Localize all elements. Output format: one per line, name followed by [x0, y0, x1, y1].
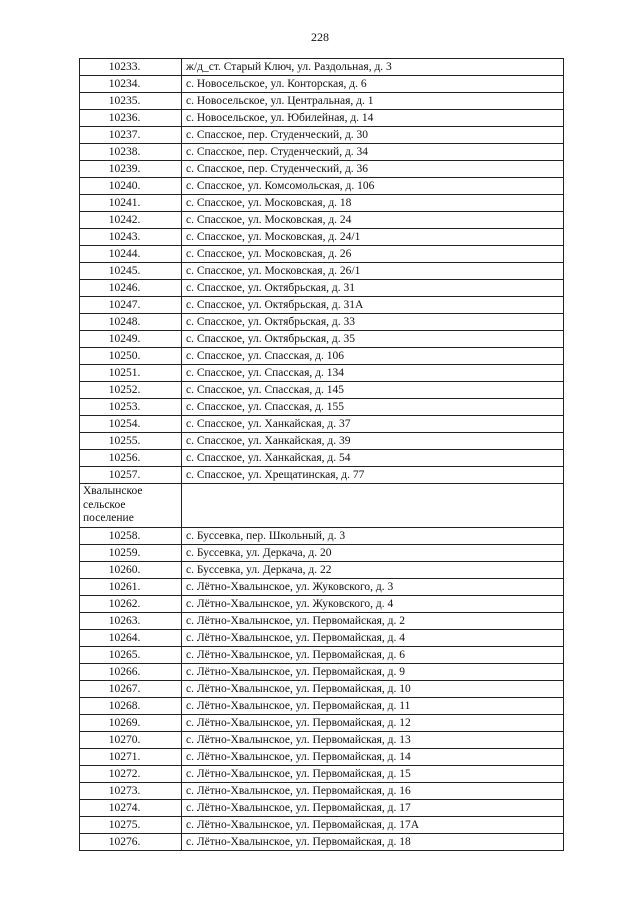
row-address: с. Спасское, ул. Спасская, д. 134: [182, 365, 564, 382]
row-address: с. Спасское, пер. Студенческий, д. 30: [182, 127, 564, 144]
row-number: 10240.: [80, 178, 182, 195]
row-number: 10264.: [80, 630, 182, 647]
table-row: [80, 613, 564, 630]
row-address: с. Спасское, ул. Октябрьская, д. 33: [182, 314, 564, 331]
table-row: [80, 766, 564, 783]
row-number: 10262.: [80, 596, 182, 613]
row-address: с. Спасское, ул. Октябрьская, д. 31: [182, 280, 564, 297]
address-table-group-2: [80, 528, 564, 851]
row-address: с. Лётно-Хвалынское, ул. Первомайская, д. 4: [182, 630, 564, 647]
row-address: с. Лётно-Хвалынское, ул. Первомайская, д. 11: [182, 698, 564, 715]
row-address: с. Лётно-Хвалынское, ул. Первомайская, д. 14: [182, 749, 564, 766]
row-address: с. Лётно-Хвалынское, ул. Первомайская, д. 13: [182, 732, 564, 749]
table-row: [80, 229, 564, 246]
row-address: ж/д_ст. Старый Ключ, ул. Раздольная, д. 3: [182, 59, 564, 76]
table-row: [80, 681, 564, 698]
row-number: 10261.: [80, 579, 182, 596]
row-number: 10247.: [80, 297, 182, 314]
row-number: 10243.: [80, 229, 182, 246]
row-number: 10249.: [80, 331, 182, 348]
section-row: [80, 484, 564, 528]
table-row: [80, 416, 564, 433]
row-number: 10253.: [80, 399, 182, 416]
table-row: [80, 263, 564, 280]
table-row: [80, 382, 564, 399]
row-number: 10233.: [80, 59, 182, 76]
table-row: [80, 93, 564, 110]
row-number: 10238.: [80, 144, 182, 161]
row-number: 10270.: [80, 732, 182, 749]
row-number: 10259.: [80, 545, 182, 562]
row-address: с. Буссевка, пер. Школьный, д. 3: [182, 528, 564, 545]
row-number: 10239.: [80, 161, 182, 178]
row-number: 10234.: [80, 76, 182, 93]
row-number: 10252.: [80, 382, 182, 399]
row-address: с. Спасское, ул. Ханкайская, д. 37: [182, 416, 564, 433]
row-number: 10251.: [80, 365, 182, 382]
section-label: Хвалынское сельское поселение: [80, 484, 182, 528]
table-row: [80, 348, 564, 365]
row-address: с. Спасское, ул. Комсомольская, д. 106: [182, 178, 564, 195]
table-row: [80, 59, 564, 76]
row-address: с. Лётно-Хвалынское, ул. Первомайская, д. 17А: [182, 817, 564, 834]
row-number: 10254.: [80, 416, 182, 433]
row-address: с. Лётно-Хвалынское, ул. Первомайская, д. 17: [182, 800, 564, 817]
row-address: с. Лётно-Хвалынское, ул. Первомайская, д. 2: [182, 613, 564, 630]
row-address: с. Спасское, ул. Московская, д. 26: [182, 246, 564, 263]
table-row: [80, 365, 564, 382]
row-number: 10260.: [80, 562, 182, 579]
table-row: [80, 834, 564, 851]
table-row: [80, 127, 564, 144]
row-address: с. Лётно-Хвалынское, ул. Первомайская, д. 6: [182, 647, 564, 664]
row-address: с. Спасское, ул. Октябрьская, д. 35: [182, 331, 564, 348]
table-row: [80, 545, 564, 562]
table-row: [80, 76, 564, 93]
row-number: 10256.: [80, 450, 182, 467]
table-row: [80, 161, 564, 178]
row-number: 10263.: [80, 613, 182, 630]
table-row: [80, 732, 564, 749]
row-number: 10257.: [80, 467, 182, 484]
row-address: с. Спасское, ул. Ханкайская, д. 54: [182, 450, 564, 467]
row-address: с. Спасское, ул. Московская, д. 24: [182, 212, 564, 229]
row-number: 10269.: [80, 715, 182, 732]
row-address: с. Спасское, ул. Ханкайская, д. 39: [182, 433, 564, 450]
table-row: [80, 450, 564, 467]
row-address: с. Спасское, пер. Студенческий, д. 36: [182, 161, 564, 178]
row-number: 10246.: [80, 280, 182, 297]
table-row: [80, 110, 564, 127]
table-row: [80, 314, 564, 331]
row-address: с. Спасское, пер. Студенческий, д. 34: [182, 144, 564, 161]
row-address: с. Буссевка, ул. Деркача, д. 22: [182, 562, 564, 579]
row-number: 10273.: [80, 783, 182, 800]
table-row: [80, 331, 564, 348]
row-number: 10255.: [80, 433, 182, 450]
row-address: с. Спасское, ул. Хрещатинская, д. 77: [182, 467, 564, 484]
row-address: с. Лётно-Хвалынское, ул. Первомайская, д. 10: [182, 681, 564, 698]
row-number: 10237.: [80, 127, 182, 144]
row-number: 10235.: [80, 93, 182, 110]
row-address: с. Спасское, ул. Октябрьская, д. 31А: [182, 297, 564, 314]
table-row: [80, 749, 564, 766]
row-number: 10271.: [80, 749, 182, 766]
table-row: [80, 579, 564, 596]
row-address: с. Спасское, ул. Московская, д. 18: [182, 195, 564, 212]
row-address: с. Спасское, ул. Московская, д. 24/1: [182, 229, 564, 246]
row-number: 10268.: [80, 698, 182, 715]
row-address: с. Новосельское, ул. Центральная, д. 1: [182, 93, 564, 110]
row-address: с. Новосельское, ул. Конторская, д. 6: [182, 76, 564, 93]
row-address: с. Лётно-Хвалынское, ул. Первомайская, д. 9: [182, 664, 564, 681]
row-number: 10236.: [80, 110, 182, 127]
table-row: [80, 212, 564, 229]
table-row: [80, 596, 564, 613]
table-row: [80, 800, 564, 817]
table-row: [80, 280, 564, 297]
table-row: [80, 297, 564, 314]
table-row: [80, 715, 564, 732]
row-number: 10242.: [80, 212, 182, 229]
row-number: 10244.: [80, 246, 182, 263]
row-address: с. Лётно-Хвалынское, ул. Первомайская, д. 16: [182, 783, 564, 800]
row-number: 10265.: [80, 647, 182, 664]
row-number: 10274.: [80, 800, 182, 817]
row-number: 10272.: [80, 766, 182, 783]
row-address: с. Лётно-Хвалынское, ул. Первомайская, д. 18: [182, 834, 564, 851]
row-address: с. Лётно-Хвалынское, ул. Первомайская, д. 12: [182, 715, 564, 732]
section-group: [80, 484, 564, 528]
address-table: [79, 58, 564, 851]
table-row: [80, 467, 564, 484]
row-address: с. Спасское, ул. Спасская, д. 155: [182, 399, 564, 416]
table-row: [80, 195, 564, 212]
table-row: [80, 246, 564, 263]
address-table-group-1: [80, 59, 564, 484]
table-row: [80, 399, 564, 416]
table-row: [80, 817, 564, 834]
table-row: [80, 783, 564, 800]
row-number: 10248.: [80, 314, 182, 331]
table-row: [80, 528, 564, 545]
row-number: 10245.: [80, 263, 182, 280]
row-number: 10241.: [80, 195, 182, 212]
row-address: с. Спасское, ул. Спасская, д. 106: [182, 348, 564, 365]
table-row: [80, 562, 564, 579]
row-number: 10258.: [80, 528, 182, 545]
row-address: с. Спасское, ул. Московская, д. 26/1: [182, 263, 564, 280]
page-number: 228: [311, 30, 329, 44]
row-address: с. Буссевка, ул. Деркача, д. 20: [182, 545, 564, 562]
row-address: с. Лётно-Хвалынское, ул. Первомайская, д. 15: [182, 766, 564, 783]
section-address-cell: [182, 484, 564, 528]
row-number: 10276.: [80, 834, 182, 851]
row-address: с. Новосельское, ул. Юбилейная, д. 14: [182, 110, 564, 127]
table-row: [80, 630, 564, 647]
table-row: [80, 144, 564, 161]
row-address: с. Лётно-Хвалынское, ул. Жуковского, д. 4: [182, 596, 564, 613]
table-row: [80, 647, 564, 664]
row-address: с. Лётно-Хвалынское, ул. Жуковского, д. 3: [182, 579, 564, 596]
row-number: 10266.: [80, 664, 182, 681]
row-number: 10267.: [80, 681, 182, 698]
table-row: [80, 664, 564, 681]
row-number: 10250.: [80, 348, 182, 365]
row-number: 10275.: [80, 817, 182, 834]
row-address: с. Спасское, ул. Спасская, д. 145: [182, 382, 564, 399]
table-row: [80, 433, 564, 450]
table-row: [80, 178, 564, 195]
table-row: [80, 698, 564, 715]
